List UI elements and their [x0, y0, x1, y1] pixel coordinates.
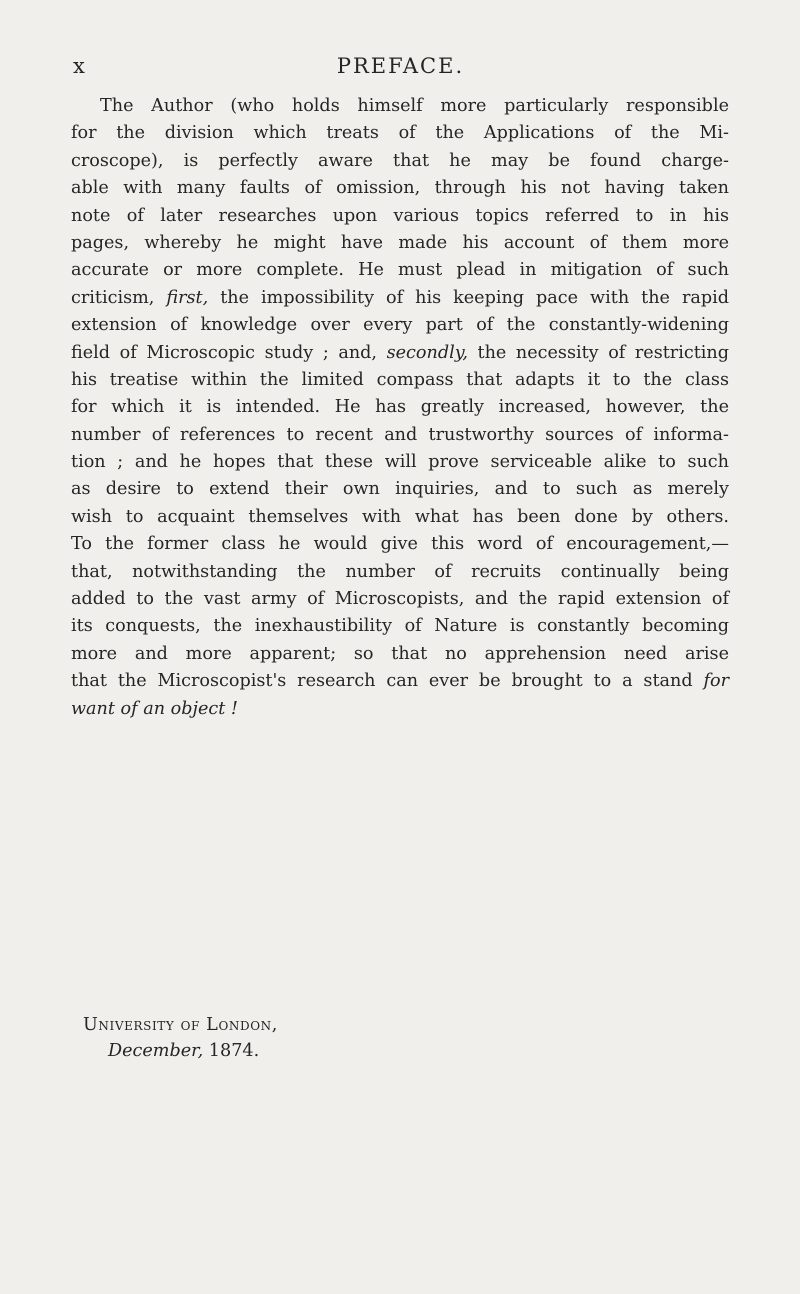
text-run: that, notwithstanding the number of recruits continually being: [71, 561, 729, 582]
text-line: [71, 120, 729, 147]
text-run: able with many faults of omission, through his not having taken: [71, 178, 729, 199]
text-line: [71, 394, 729, 421]
text-line: [71, 586, 729, 613]
text-run: The Author (who holds himself more particularly responsible: [100, 96, 729, 116]
text-line: [71, 312, 729, 339]
text-run: the necessity of restricting: [467, 342, 729, 363]
text-line: [71, 230, 729, 257]
text-run: more and more apparent; so that no apprehension need arise: [71, 643, 729, 664]
text-run: number of references to recent and trustworthy sources of informa-: [71, 424, 729, 445]
signature-year: 1874.: [203, 1041, 260, 1061]
signature-month: December,: [108, 1041, 204, 1061]
signature-block: [83, 1012, 278, 1064]
text-line: [71, 696, 729, 723]
text-run: tion ; and he hopes that these will prove serviceable alike to such: [71, 452, 729, 473]
text-line: [71, 531, 729, 558]
text-run: the impossibility of his keeping pace with the rapid: [208, 287, 729, 308]
text-line: [71, 257, 729, 284]
text-run: as desire to extend their own inquiries, and to such as merely: [71, 479, 729, 500]
text-line: [71, 285, 729, 312]
text-line: [71, 613, 729, 640]
text-run: croscope), is perfectly aware that he may be found charge-: [71, 150, 729, 171]
text-line: [71, 422, 729, 449]
text-run: for which it is intended. He has greatly increased, however, the: [71, 397, 729, 418]
text-line: [71, 367, 729, 394]
text-line: [71, 504, 729, 531]
text-run: note of later researches upon various topics referred to in his: [71, 205, 729, 226]
italic-text-run: for: [703, 671, 729, 692]
signature-date: [83, 1038, 278, 1064]
page-header: [73, 54, 728, 84]
text-run: that the Microscopist's research can ever be brought to a stand: [71, 671, 704, 692]
text-line: [71, 203, 729, 230]
text-run: criticism,: [71, 287, 167, 308]
text-run: added to the vast army of Microscopists, and the rapid extension of: [71, 589, 729, 610]
page-number: x: [73, 54, 86, 78]
text-run: extension of knowledge over every part of the constantly-widening: [71, 315, 729, 336]
text-line: [71, 93, 729, 120]
text-line: [71, 148, 729, 175]
text-run: field of Microscopic study ; and,: [71, 342, 387, 363]
text-run: wish to acquaint themselves with what has been done by others.: [71, 506, 729, 527]
signature-place: University of London,: [83, 1015, 278, 1035]
text-line: [71, 340, 729, 367]
text-line: [71, 641, 729, 668]
running-head: PREFACE.: [336, 54, 465, 78]
text-run: To the former class he would give this word of encouragement,—: [71, 534, 729, 555]
italic-text-run: want of an object !: [71, 698, 238, 719]
italic-text-run: first,: [166, 287, 209, 308]
text-line: [71, 476, 729, 503]
italic-text-run: secondly,: [386, 342, 468, 363]
text-line: [71, 449, 729, 476]
text-run: his treatise within the limited compass that adapts it to the class: [71, 369, 729, 390]
text-line: [71, 668, 729, 695]
preface-paragraph: [71, 93, 729, 723]
text-run: for the division which treats of the Applications of the Mi-: [71, 123, 729, 144]
text-run: pages, whereby he might have made his account of them more: [71, 232, 729, 253]
text-line: [71, 175, 729, 202]
text-run: accurate or more complete. He must plead in mitigation of such: [71, 260, 729, 281]
text-run: its conquests, the inexhaustibility of Nature is constantly becoming: [71, 616, 729, 637]
text-line: [71, 559, 729, 586]
